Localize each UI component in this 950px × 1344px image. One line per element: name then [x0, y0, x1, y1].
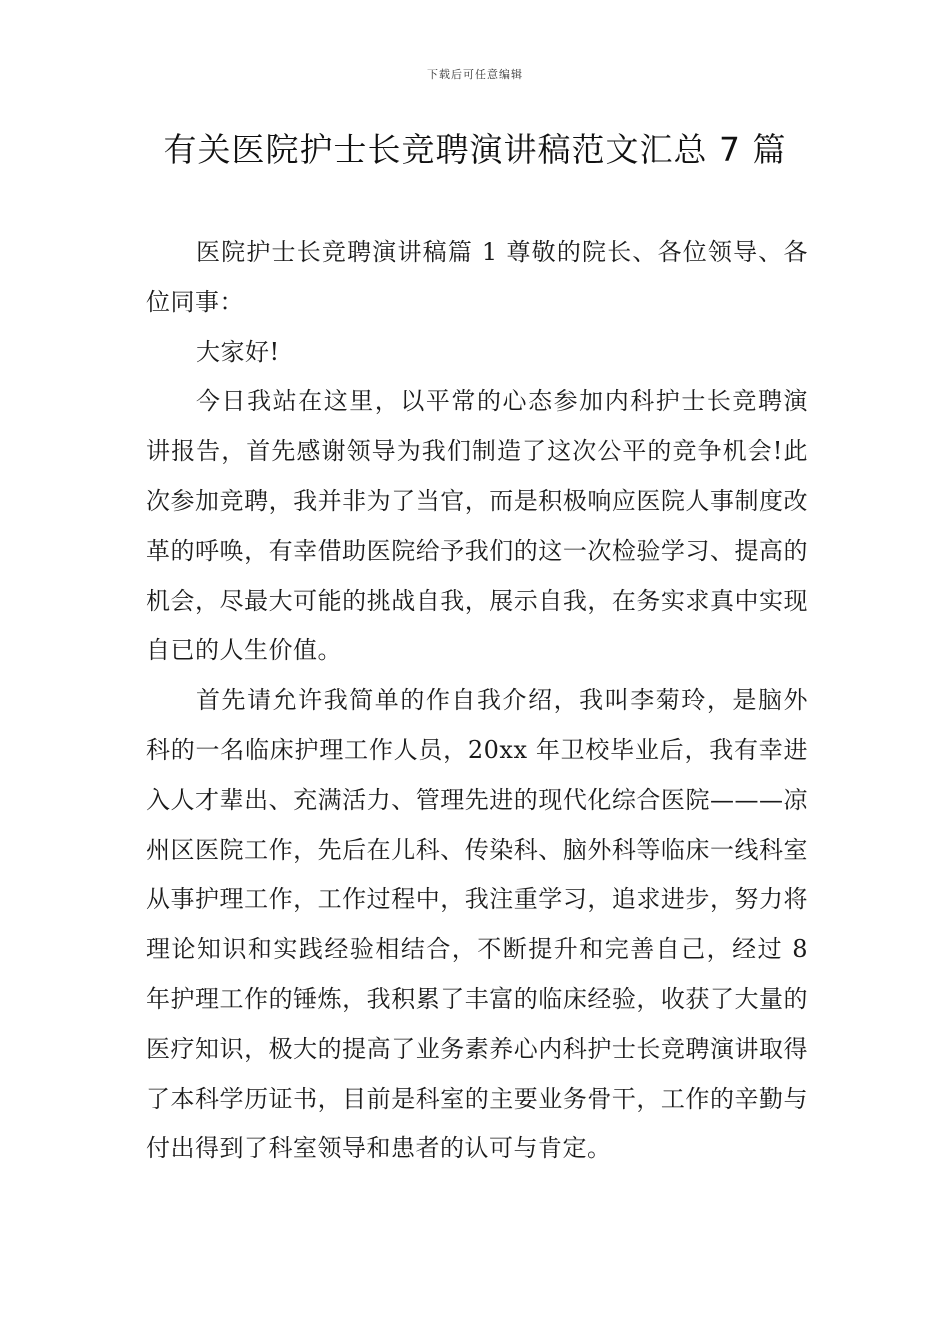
document-body [146, 228, 808, 1174]
paragraph-intro: 今日我站在这里，以平常的心态参加内科护士长竞聘演讲报告，首先感谢领导为我们制造了这次公平的竞争机会!此次参加竞聘，我并非为了当官，而是积极响应医院人事制度改革的呼唤，有幸借助医院给予我们的这一次检验学习、提高的机会，尽最大可能的挑战自我，展示自我，在务实求真中实现自已的人生价值。 [146, 387, 808, 665]
header-note: 下载后可任意编辑 [427, 68, 523, 81]
document-title: 有关医院护士长竞聘演讲稿范文汇总 7 篇 [163, 130, 787, 169]
paragraph-hello: 大家好! [196, 337, 280, 366]
paragraph-self-introduction: 首先请允许我简单的作自我介绍，我叫李菊玲，是脑外科的一名临床护理工作人员，20xx 年卫校毕业后，我有幸进入人才辈出、充满活力、管理先进的现代化综合医院———凉州区医院工作，先后在儿科、传染科、脑外科等临床一线科室从事护理工作，工作过程中，我注重学习，追求进步，努力将理论知识和实践经验相结合，不断提升和完善自己，经过 8 年护理工作的锤炼，我积累了丰富的临床经验，收获了大量的医疗知识，极大的提高了业务素养心内科护士长竞聘演讲取得了本科学历证书，目前是科室的主要业务骨干，工作的辛勤与付出得到了科室领导和患者的认可与肯定。 [146, 686, 808, 1163]
paragraph-greeting-address: 医院护士长竞聘演讲稿篇 1 尊敬的院长、各位领导、各位同事： [146, 238, 808, 316]
